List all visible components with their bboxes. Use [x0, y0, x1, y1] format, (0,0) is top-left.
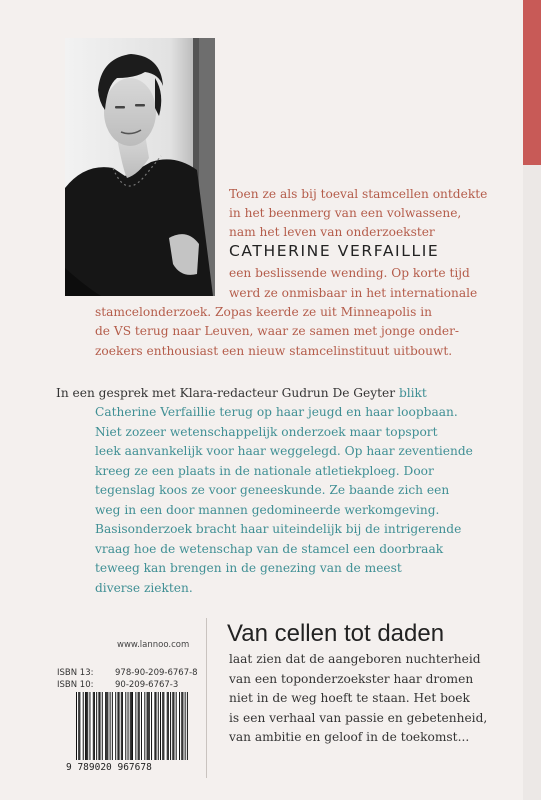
barcode-bar: [96, 692, 97, 760]
barcode-bar: [163, 692, 164, 760]
barcode: [76, 692, 188, 760]
barcode-bar: [182, 692, 183, 760]
barcode-bar: [86, 692, 87, 760]
barcode-bar: [179, 692, 180, 760]
barcode-bar: [117, 692, 118, 760]
barcode-bar: [105, 692, 106, 760]
publisher-url: www.lannoo.com: [117, 640, 190, 650]
gesprek-line: teweeg kan brengen in de genezing van de meest: [95, 561, 402, 575]
book-line: van ambitie en geloof in de toekomst...: [229, 730, 470, 744]
book-line: van een toponderzoekster haar dromen: [229, 672, 474, 686]
barcode-bar: [87, 692, 88, 760]
author-name: CATHERINE VERFAILLIE: [229, 242, 440, 260]
barcode-bar: [141, 692, 142, 760]
barcode-bar: [83, 692, 84, 760]
barcode-bar: [132, 692, 133, 760]
barcode-bar: [115, 692, 116, 760]
intro-line: Toen ze als bij toeval stamcellen ontdekte: [229, 187, 488, 201]
barcode-bar: [98, 692, 99, 760]
intro-line: in het beenmerg van een volwassene,: [229, 206, 462, 220]
barcode-bar: [185, 692, 186, 760]
book-title: Van cellen tot daden: [227, 620, 445, 647]
gesprek-line: Basisonderzoek bracht haar uiteindelijk bij de intrigerende: [95, 522, 462, 536]
barcode-bar: [139, 692, 140, 760]
barcode-bar: [102, 692, 103, 760]
gesprek-lead-verb: blikt: [395, 386, 427, 400]
book-line: is een verhaal van passie en gebetenheid,: [229, 711, 488, 725]
barcode-bar: [181, 692, 182, 760]
book-line: laat zien dat de aangeboren nuchterheid: [229, 652, 481, 666]
gesprek-line: Catherine Verfaillie terug op haar jeugd en haar loopbaan.: [95, 405, 458, 419]
barcode-bar: [187, 692, 188, 760]
barcode-bar: [128, 692, 129, 760]
isbn13-row: [57, 668, 198, 678]
barcode-bar: [107, 692, 108, 760]
barcode-bar: [173, 692, 174, 760]
barcode-bar: [122, 692, 123, 760]
barcode-bar: [135, 692, 136, 760]
barcode-bar: [162, 692, 163, 760]
barcode-bar: [110, 692, 111, 760]
barcode-bar: [158, 692, 159, 760]
barcode-bar: [138, 692, 139, 760]
barcode-bar: [78, 692, 79, 760]
accent-bar: [523, 0, 541, 165]
barcode-bar: [85, 692, 86, 760]
barcode-bar: [100, 692, 101, 760]
gesprek-line: leek aanvankelijk voor haar weggelegd. Op haar zeventiende: [95, 444, 473, 458]
gesprek-lead: In een gesprek met Klara-redacteur Gudrun De Geyter: [56, 386, 396, 400]
gesprek-line: weg in een door mannen gedomineerde werkomgeving.: [95, 503, 440, 517]
barcode-bar: [160, 692, 161, 760]
gesprek-line: tegenslag koos ze voor geneeskunde. Ze baande zich een: [95, 483, 450, 497]
author-photo: [65, 38, 215, 296]
barcode-bar: [121, 692, 122, 760]
intro-line: de VS terug naar Leuven, waar ze samen met jonge onder-: [95, 324, 460, 338]
gesprek-line: kreeg ze een plaats in de nationale atletiekploeg. Door: [95, 464, 434, 478]
barcode-bar: [93, 692, 94, 760]
barcode-bar: [106, 692, 107, 760]
barcode-number: 9 789020 967678: [66, 762, 152, 773]
barcode-bar: [89, 692, 90, 760]
barcode-bar: [144, 692, 145, 760]
book-line: niet in de weg hoeft te staan. Het boek: [229, 691, 470, 705]
intro-line: stamcelonderzoek. Zopas keerde ze uit Minneapolis in: [95, 305, 432, 319]
barcode-bar: [172, 692, 173, 760]
barcode-bar: [176, 692, 177, 760]
barcode-bar: [112, 692, 113, 760]
isbn10-row: [57, 680, 178, 690]
barcode-bar: [76, 692, 77, 760]
gesprek-line: vraag hoe de wetenschap van de stamcel een doorbraak: [95, 542, 444, 556]
barcode-bar: [79, 692, 80, 760]
barcode-bar: [119, 692, 120, 760]
barcode-bar: [147, 692, 148, 760]
gesprek-line: diverse ziekten.: [95, 581, 193, 595]
isbn13-value: 978-90-209-6767-8: [115, 668, 198, 678]
isbn10-value: 90-209-6767-3: [115, 680, 179, 690]
barcode-bar: [167, 692, 168, 760]
barcode-bar: [125, 692, 126, 760]
gesprek-line: Niet zozeer wetenschappelijk onderzoek maar topsport: [95, 425, 438, 439]
intro-line: een beslissende wending. Op korte tijd: [229, 266, 470, 280]
barcode-bar: [168, 692, 169, 760]
intro-line: zoekers enthousiast een nieuw stamcelinstituut uitbouwt.: [95, 344, 453, 358]
barcode-bar: [156, 692, 157, 760]
intro-line: werd ze onmisbaar in het internationale: [229, 286, 478, 300]
barcode-bar: [130, 692, 131, 760]
isbn10-label: ISBN 10:: [57, 680, 94, 690]
gesprek-first-line: [56, 384, 427, 403]
barcode-bar: [170, 692, 171, 760]
intro-line: nam het leven van onderzoekster: [229, 225, 435, 239]
barcode-bar: [154, 692, 155, 760]
barcode-bar: [131, 692, 132, 760]
isbn13-label: ISBN 13:: [57, 668, 94, 678]
barcode-bar: [148, 692, 149, 760]
barcode-bar: [151, 692, 152, 760]
barcode-bar: [149, 692, 150, 760]
barcode-bar: [94, 692, 95, 760]
vertical-divider: [206, 618, 207, 778]
